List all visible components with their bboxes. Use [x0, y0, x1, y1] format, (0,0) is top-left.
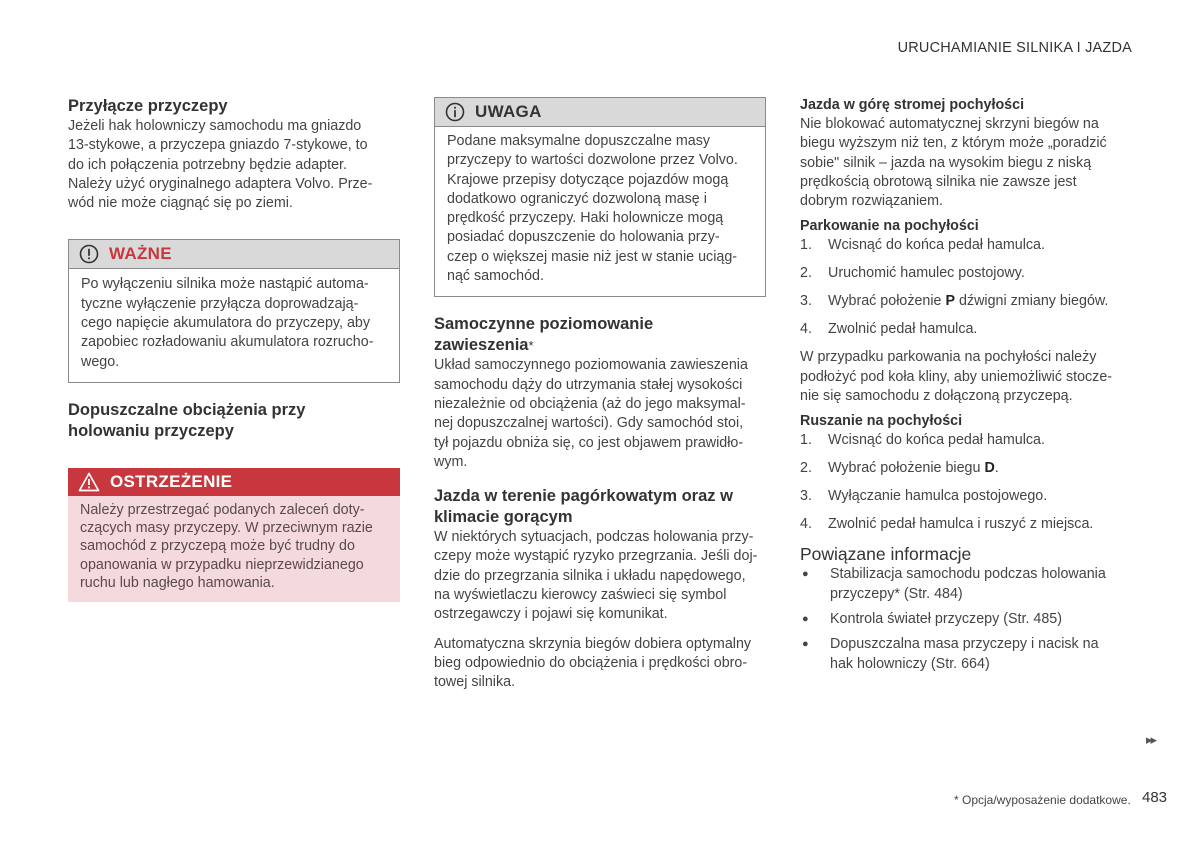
step-text — [828, 487, 1047, 506]
warning-text — [80, 501, 388, 592]
warning-box — [68, 468, 400, 602]
parking-note — [800, 348, 1132, 406]
important-box-body — [69, 269, 399, 381]
step-item — [800, 487, 1132, 506]
step-number: 1. — [800, 237, 812, 254]
page-number: 483 — [1142, 789, 1168, 806]
hilly-terrain-title — [434, 486, 766, 528]
step-text — [828, 515, 1093, 534]
text-line: dodatkowo ograniczyć dozwoloną masę i — [447, 190, 707, 207]
text-line: nąć samochód. — [447, 268, 544, 285]
text-line: Po wyłączeniu silnika może nastąpić automa- — [81, 276, 369, 293]
text-line: 13-stykowe, a przyczepa gniazdo 7-stykowe, to — [68, 137, 368, 154]
step-text-bold: D — [984, 460, 995, 477]
step-text-part: dźwigni zmiany biegów. — [955, 293, 1109, 310]
text-line: Układ samoczynnego poziomowania zawieszenia — [434, 357, 748, 374]
related-info-title: Powiązane informacje — [800, 544, 972, 565]
text-line: cego napięcie akumulatora do przyczepy, aby — [81, 315, 371, 332]
text-line: wód nie może ciągnąć się po ziemi. — [68, 195, 293, 212]
step-item — [800, 236, 1132, 255]
warning-box-body — [68, 496, 400, 602]
info-circle-icon — [445, 102, 465, 122]
warning-box-header — [68, 468, 400, 496]
text-line: posiadać dopuszczenie do holowania przy- — [447, 229, 720, 246]
text-line: zapobiec rozładowaniu akumulatora rozrucho- — [81, 334, 374, 351]
step-text-part: Wyłączanie hamulca postojowego. — [828, 488, 1048, 505]
text-line: przyczepy* (Str. 484) — [830, 585, 963, 602]
self-leveling-title-line1: Samoczynne poziomowanie — [434, 315, 654, 334]
text-line: Jazda w terenie pagórkowatym oraz w — [434, 487, 733, 506]
text-line: Kontrola świateł przyczepy (Str. 485) — [830, 610, 1063, 627]
continue-arrows-icon: ▸▸ — [1146, 732, 1156, 747]
text-line: ruchu lub nagłego hamowania. — [80, 574, 275, 591]
exclamation-circle-icon — [79, 244, 99, 264]
uphill-text — [800, 115, 1132, 211]
text-line: na wyświetlaczu kierowcy zaświeci się symbol — [434, 587, 727, 604]
step-text-part: . — [994, 460, 999, 477]
related-link-text[interactable] — [830, 610, 1062, 629]
text-line: dobrym rozwiązaniem. — [800, 193, 944, 210]
text-line: Dopuszczalne obciążenia przy — [68, 400, 306, 419]
important-box-header — [69, 240, 399, 269]
step-text — [828, 236, 1045, 255]
step-number: 3. — [800, 488, 812, 505]
self-leveling-text — [434, 356, 766, 472]
step-text — [828, 292, 1108, 311]
note-box-header — [435, 98, 765, 127]
column-2 — [434, 97, 766, 693]
important-label: WAŻNE — [109, 244, 172, 264]
optional-star: * — [528, 338, 534, 354]
related-link-text[interactable] — [830, 565, 1106, 604]
text-line: dzie do przegrzania silnika i układu napędowego, — [434, 567, 746, 584]
step-text — [828, 459, 999, 478]
note-box-body — [435, 127, 765, 296]
step-number: 1. — [800, 432, 812, 449]
text-line: Dopuszczalna masa przyczepy i nacisk na — [830, 636, 1099, 653]
note-box — [434, 97, 766, 297]
text-line: podłożyć pod koła kliny, aby uniemożliwić stocze- — [800, 368, 1113, 385]
step-text-part: Wcisnąć do końca pedał hamulca. — [828, 237, 1045, 254]
text-line: czepy może wystąpić ryzyko przegrzania. Jeśli doj- — [434, 548, 758, 565]
trailer-socket-text — [68, 117, 400, 213]
step-number: 2. — [800, 460, 812, 477]
step-text — [828, 431, 1045, 450]
text-line: towej silnika. — [434, 674, 516, 691]
text-line: nej dopuszczalnej wartości). Gdy samochód stoi, — [434, 415, 744, 432]
text-line: prędkością obrotową silnika nie zawsze jest — [800, 173, 1077, 190]
text-line: bieg odpowiednio do obciążenia i prędkości obro- — [434, 654, 748, 671]
step-text-bold: P — [945, 293, 956, 310]
text-line: przyczepy to wartości dozwolone przez Volvo. — [447, 152, 738, 169]
trailer-socket-title: Przyłącze przyczepy — [68, 97, 228, 115]
self-leveling-title — [434, 314, 766, 356]
text-line: Krajowe przepisy dotyczące pojazdów mogą — [447, 171, 729, 188]
text-line: W przypadku parkowania na pochyłości należy — [800, 349, 1097, 366]
text-line: czących masy przyczepy. W przeciwnym razie — [80, 520, 373, 537]
related-link-item[interactable] — [800, 635, 1132, 674]
text-line: ostrzegawczy i pojawi się komunikat. — [434, 606, 668, 623]
related-info-list — [800, 565, 1132, 673]
warning-label: OSTRZEŻENIE — [110, 471, 233, 491]
hilly-terrain-text-1 — [434, 528, 766, 624]
column-1 — [68, 96, 400, 602]
step-text-part: Wcisnąć do końca pedał hamulca. — [828, 432, 1045, 449]
hilly-terrain-text-2 — [434, 635, 766, 693]
text-line: wego. — [81, 353, 120, 370]
text-line: nie się samochodu z dołączoną przyczepą. — [800, 388, 1073, 405]
important-box — [68, 239, 400, 382]
text-line: tył pojazdu obniża się, co jest objawem prawidło- — [434, 434, 744, 451]
parking-title: Parkowanie na pochyłości — [800, 218, 979, 235]
step-text-part: Wybrać położenie biegu — [828, 460, 985, 477]
text-line: tyczne wyłączenie przyłącza doprowadzają- — [81, 295, 359, 312]
text-line: Jeżeli hak holowniczy samochodu ma gniazdo — [68, 118, 362, 134]
important-text — [81, 275, 387, 371]
text-line: prędkość przyczepy. Haki holownicze mogą — [447, 210, 724, 227]
step-item — [800, 292, 1132, 311]
parking-steps — [800, 236, 1132, 339]
step-number: 4. — [800, 516, 812, 533]
related-link-item[interactable] — [800, 610, 1132, 629]
text-line: hak holowniczy (Str. 664) — [830, 655, 990, 672]
note-label: UWAGA — [475, 102, 542, 121]
warning-triangle-icon — [78, 472, 100, 492]
text-line: samochód z przyczepą może być trudny do — [80, 538, 355, 555]
step-item — [800, 264, 1132, 283]
step-number: 2. — [800, 265, 812, 282]
step-text-part: Zwolnić pedał hamulca. — [828, 321, 978, 338]
step-item — [800, 459, 1132, 478]
bullet-icon: ● — [802, 638, 809, 651]
text-line: niezależnie od obciążenia (aż do jego maksymal- — [434, 395, 746, 412]
step-number: 3. — [800, 293, 812, 310]
text-line: samochodu dąży do utrzymania stałej wysokości — [434, 376, 743, 393]
step-text-part: Uruchomić hamulec postojowy. — [828, 265, 1025, 282]
starting-title: Ruszanie na pochyłości — [800, 413, 963, 430]
step-number: 4. — [800, 321, 812, 338]
text-line: Należy użyć oryginalnego adaptera Volvo. Prze- — [68, 175, 373, 192]
starting-steps — [800, 431, 1132, 534]
bullet-icon: ● — [802, 568, 809, 581]
text-line: opanowania w przypadku nieprzewidzianego — [80, 556, 364, 573]
running-header: URUCHAMIANIE SILNIKA I JAZDA — [897, 40, 1132, 56]
step-item — [800, 515, 1132, 534]
text-line: W niektórych sytuacjach, podczas holowania przy- — [434, 529, 754, 546]
step-item — [800, 320, 1132, 339]
towing-loads-title — [68, 400, 400, 442]
text-line: sobie" silnik – jazda na wysokim biegu z niską — [800, 154, 1092, 171]
related-link-item[interactable] — [800, 565, 1132, 604]
step-text — [828, 264, 1025, 283]
column-3 — [800, 96, 1132, 680]
text-line: do ich połączenia potrzebny będzie adapter. — [68, 156, 347, 173]
text-line: biegu wyższym niż ten, z którym może „poradzić — [800, 135, 1107, 152]
step-text — [828, 320, 977, 339]
note-text — [447, 132, 753, 286]
uphill-title: Jazda w górę stromej pochyłości — [800, 97, 1025, 113]
text-line: wym. — [434, 453, 468, 470]
step-text-part: Wybrać położenie — [828, 293, 946, 310]
related-link-text[interactable] — [830, 635, 1099, 674]
text-line: czep o większej masie niż jest w stanie uciąg- — [447, 248, 738, 265]
bullet-icon: ● — [802, 612, 809, 625]
step-item — [800, 431, 1132, 450]
text-line: Podane maksymalne dopuszczalne masy — [447, 133, 711, 149]
text-line: Stabilizacja samochodu podczas holowania — [830, 566, 1106, 583]
footnote: * Opcja/wyposażenie dodatkowe. — [954, 793, 1131, 807]
text-line: Automatyczna skrzynia biegów dobiera optymalny — [434, 635, 752, 652]
text-line: Należy przestrzegać podanych zaleceń doty- — [80, 501, 365, 518]
text-line: klimacie gorącym — [434, 508, 573, 527]
text-line: holowaniu przyczepy — [68, 421, 234, 440]
text-line: Nie blokować automatycznej skrzyni biegów na — [800, 116, 1099, 132]
step-text-part: Zwolnić pedał hamulca i ruszyć z miejsca. — [828, 516, 1094, 533]
self-leveling-title-line2: zawieszenia — [434, 336, 529, 355]
